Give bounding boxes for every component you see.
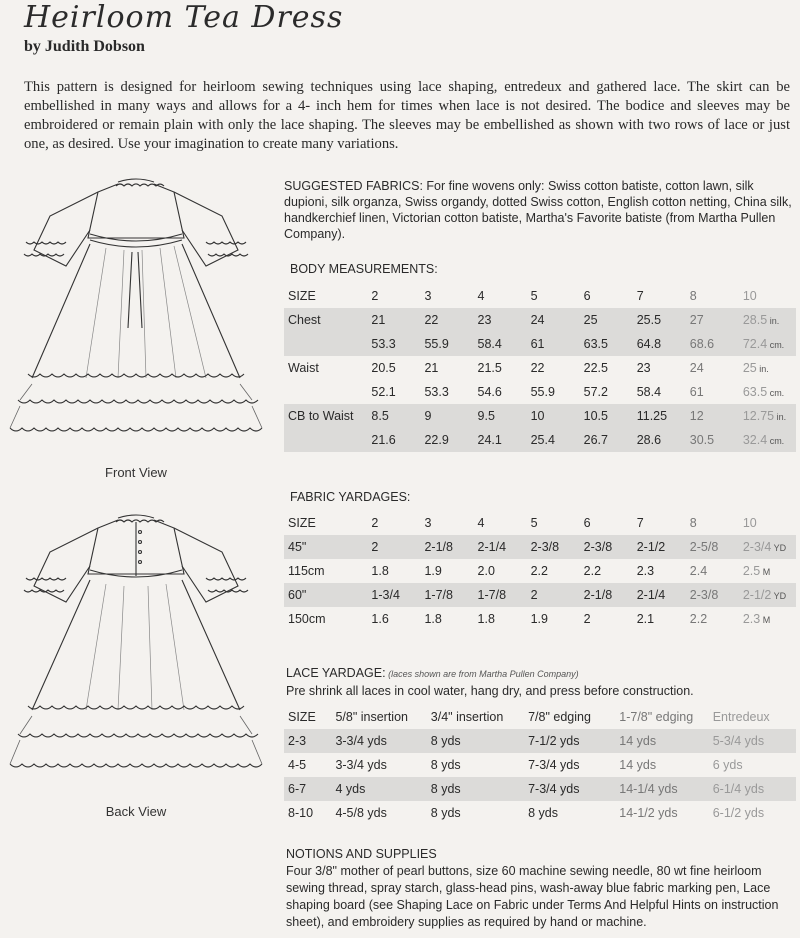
lace-yardage-cell: 8-10 <box>288 806 314 820</box>
page-title: Heirloom Tea Dress <box>24 0 344 35</box>
fabric-yardage-row-label: SIZE <box>288 516 316 530</box>
body-measurement-unit: in. <box>756 364 769 374</box>
body-measurement-row <box>284 356 796 380</box>
lace-yardage-cell: 7-3/4 yds <box>528 758 580 772</box>
lace-yardage-cell: 4 yds <box>335 777 430 801</box>
fabric-yardage-cell: 2.2 <box>689 612 708 626</box>
body-measurement-cell: 22.5 <box>583 361 608 375</box>
fabric-yardage-cell: 6 <box>583 516 591 530</box>
body-measurement-cell: 7 <box>636 289 644 303</box>
lace-yardage-row <box>284 777 796 801</box>
body-measurement-cell: 24 <box>689 361 704 375</box>
fabric-yardage-cell: 7 <box>636 516 644 530</box>
lace-yardage-cell: SIZE <box>288 710 316 724</box>
lace-yardage-row <box>284 729 796 753</box>
lace-yardage-cell: 14-1/2 yds <box>619 806 678 820</box>
fabric-yardage-cell: 2-1/4 <box>637 583 690 607</box>
lace-yardage-note: (laces shown are from Martha Pullen Company) <box>385 669 579 679</box>
lace-yardage-cell: 3-3/4 yds <box>335 729 430 753</box>
back-view-figure <box>6 512 266 819</box>
body-measurement-cell: 54.6 <box>477 385 502 399</box>
body-measurement-row <box>284 284 796 308</box>
fabric-yardage-row <box>284 607 796 631</box>
fabric-yardages-table <box>284 511 796 631</box>
lace-yardage-cell: 7-3/4 yds <box>528 777 619 801</box>
fabric-yardage-unit: YD <box>771 543 787 553</box>
lace-yardage-cell: 8 yds <box>528 806 558 820</box>
lace-yardage-cell: 1-7/8" edging <box>619 710 694 724</box>
fabric-yardage-cell: 1.8 <box>371 564 389 578</box>
body-measurement-cell: 25 <box>584 308 637 332</box>
body-measurement-cell: 12.75 in. <box>743 404 796 428</box>
lace-yardage-cell: 2-3 <box>284 729 335 753</box>
fabrics-text: For fine wovens only: Swiss cotton batiste, cotton lawn, silk dupioni, silk organza, Swiss organdy, dotted Swiss cotton, English cotton netting, China silk, handkerchief linen, Victorian cotton batiste, Martha's Favorite batiste (from Martha Pullen Company). <box>284 179 792 241</box>
body-measurement-cell: 32.4 cm. <box>743 428 796 452</box>
back-view-label: Back View <box>105 804 167 819</box>
body-measurement-cell: 23 <box>636 361 651 375</box>
body-measurement-cell: 57.2 <box>583 385 608 399</box>
body-measurement-cell: 10 <box>531 404 584 428</box>
fabric-yardage-cell: 2.4 <box>689 564 708 578</box>
body-measurement-cell: 4 <box>477 289 485 303</box>
fabric-yardage-unit: YD <box>771 591 787 601</box>
body-measurement-row <box>284 380 796 404</box>
body-measurement-cell: 24 <box>531 308 584 332</box>
body-measurement-row-label: SIZE <box>288 289 316 303</box>
fabric-yardage-cell: 3 <box>424 516 432 530</box>
lace-yardage-cell: 8 yds <box>430 806 461 820</box>
fabric-yardage-cell: 2-5/8 <box>690 535 743 559</box>
lace-yardage-cell: 5/8" insertion <box>335 710 408 724</box>
body-measurement-cell: 63.5 <box>584 332 637 356</box>
fabric-yardage-cell: 5 <box>530 516 538 530</box>
fabric-yardage-cell: 2-1/8 <box>424 535 477 559</box>
body-measurement-cell: 8.5 <box>371 404 424 428</box>
fabric-yardage-row-label: 115cm <box>288 564 325 578</box>
intro-paragraph: This pattern is designed for heirloom sewing techniques using lace shaping, entredeux and gathered lace. The skirt can be embellished in many ways and allows for a 4- inch hem for times when lace is not desired. The bodice and sleeves may be embroidered or remain plain with only the lace shaping. The sleeves may be embellished as shown with two rows of lace or just one, as desired. Use your imagination to create many variations. <box>24 79 790 152</box>
lace-yardage-cell: 8 yds <box>431 777 528 801</box>
fabric-yardages-heading: FABRIC YARDAGES: <box>290 490 411 504</box>
lace-yardage-cell: 6-1/2 yds <box>712 806 765 820</box>
fabric-yardage-cell: 2-1/8 <box>584 583 637 607</box>
body-measurement-cell: 5 <box>530 289 538 303</box>
body-measurement-row-label <box>284 428 371 452</box>
body-measurement-cell: 8 <box>689 289 697 303</box>
fabric-yardage-cell: 2-3/8 <box>584 535 637 559</box>
fabric-yardage-unit: M <box>760 615 771 625</box>
body-measurement-cell: 22.9 <box>424 428 477 452</box>
lace-yardage-cell: 6-1/4 yds <box>713 777 796 801</box>
body-measurement-row <box>284 428 796 452</box>
fabric-yardage-cell: 2 <box>583 612 591 626</box>
body-measurement-cell: 24.1 <box>478 428 531 452</box>
lace-yardage-heading: LACE YARDAGE: <box>286 666 386 680</box>
body-measurement-cell: 26.7 <box>584 428 637 452</box>
body-measurement-cell: 3 <box>424 289 432 303</box>
fabric-yardage-cell: 8 <box>689 516 697 530</box>
fabric-yardage-cell: 2 <box>531 583 584 607</box>
fabric-yardage-cell: 1-7/8 <box>424 583 477 607</box>
body-measurement-cell: 21 <box>371 308 424 332</box>
lace-yardage-cell: 5-3/4 yds <box>713 729 796 753</box>
fabric-yardage-row-label: 60" <box>284 583 371 607</box>
fabric-yardage-cell: 2.3 M <box>742 612 771 626</box>
body-measurement-cell: 22 <box>530 361 545 375</box>
fabric-yardage-unit: M <box>760 567 771 577</box>
fabric-yardage-cell: 1.8 <box>424 612 442 626</box>
body-measurement-cell: 12 <box>690 404 743 428</box>
body-measurement-cell: 52.1 <box>371 385 396 399</box>
body-measurement-cell: 25 in. <box>742 361 769 375</box>
body-measurement-cell: 6 <box>583 289 591 303</box>
fabric-yardage-cell: 10 <box>742 516 757 530</box>
front-view-dress-illustration <box>6 178 266 463</box>
fabric-yardage-row <box>284 583 796 607</box>
body-measurement-cell: 22 <box>424 308 477 332</box>
fabric-yardage-cell: 1-7/8 <box>478 583 531 607</box>
body-measurement-cell: 21.5 <box>477 361 502 375</box>
notions-section <box>286 846 796 931</box>
fabric-yardage-cell: 2-1/2 YD <box>743 583 796 607</box>
body-measurement-unit: cm. <box>767 388 785 398</box>
body-measurement-cell: 58.4 <box>636 385 662 399</box>
body-measurements-heading: BODY MEASUREMENTS: <box>290 262 438 276</box>
body-measurement-cell: 68.6 <box>690 332 743 356</box>
body-measurement-cell: 61 <box>689 385 704 399</box>
notions-text: Four 3/8" mother of pearl buttons, size 60 machine sewing needle, 80 wt fine heirloom sewing thread, spray starch, glass-head pins, wash-away blue fabric marking pen, Lace shaping board (see Shaping Lace on Fabric under Terms And Helpful Hints on instruction sheet), and embroidery supplies as required by hand or machine. <box>286 864 779 929</box>
fabric-yardage-row <box>284 559 796 583</box>
fabric-yardage-cell: 2.3 <box>636 564 655 578</box>
front-view-label: Front View <box>105 465 167 480</box>
body-measurement-row-label <box>284 380 371 404</box>
fabric-yardage-cell: 2 <box>371 535 424 559</box>
lace-yardage-cell: 4-5 <box>288 758 307 772</box>
lace-preshrink-note: Pre shrink all laces in cool water, hang dry, and press before construction. <box>286 684 694 698</box>
body-measurement-row <box>284 308 796 332</box>
body-measurement-cell: 55.9 <box>424 332 477 356</box>
body-measurement-cell: 10.5 <box>584 404 637 428</box>
lace-yardage-row <box>284 705 796 729</box>
body-measurement-cell: 64.8 <box>637 332 690 356</box>
body-measurement-cell: 20.5 <box>371 361 396 375</box>
suggested-fabrics <box>284 178 796 242</box>
lace-yardage-cell: Entredeux <box>712 710 770 724</box>
fabric-yardage-cell: 1.9 <box>530 612 548 626</box>
body-measurement-cell: 9 <box>424 404 477 428</box>
fabric-yardage-row-label: 45" <box>284 535 371 559</box>
body-measurement-row <box>284 332 796 356</box>
body-measurement-cell: 28.6 <box>637 428 690 452</box>
body-measurement-cell: 27 <box>690 308 743 332</box>
lace-yardage-cell: 14 yds <box>619 729 712 753</box>
lace-yardage-table <box>284 705 796 825</box>
fabric-yardage-cell: 2.2 <box>583 564 602 578</box>
fabric-yardage-cell: 2 <box>371 516 379 530</box>
body-measurement-unit: cm. <box>767 340 785 350</box>
body-measurement-cell: 58.4 <box>478 332 531 356</box>
lace-yardage-cell: 8 yds <box>431 729 528 753</box>
body-measurement-unit: in. <box>767 316 780 326</box>
body-measurement-cell: 28.5 in. <box>743 308 796 332</box>
lace-yardage-cell: 4-5/8 yds <box>335 806 387 820</box>
fabric-yardage-cell: 2.5 M <box>742 564 771 578</box>
body-measurement-cell: 23 <box>478 308 531 332</box>
fabric-yardage-cell: 1.6 <box>371 612 389 626</box>
body-measurement-cell: 63.5 cm. <box>742 385 785 399</box>
body-measurement-cell: 53.3 <box>424 385 449 399</box>
front-view-figure <box>6 178 266 480</box>
body-measurement-row-label: CB to Waist <box>284 404 371 428</box>
body-measurement-cell: 10 <box>742 289 757 303</box>
body-measurement-cell: 11.25 <box>637 404 690 428</box>
fabric-yardage-cell: 4 <box>477 516 485 530</box>
body-measurement-cell: 25.5 <box>637 308 690 332</box>
lace-yardage-cell: 3-3/4 yds <box>335 758 387 772</box>
body-measurement-row-label: Waist <box>288 361 319 375</box>
fabric-yardage-cell: 2.2 <box>530 564 548 578</box>
lace-yardage-cell: 6 yds <box>712 758 743 772</box>
body-measurement-cell: 25.4 <box>531 428 584 452</box>
lace-yardage-cell: 14-1/4 yds <box>619 777 712 801</box>
body-measurement-cell: 55.9 <box>530 385 555 399</box>
fabric-yardage-cell: 2.0 <box>477 564 495 578</box>
body-measurement-cell: 30.5 <box>690 428 743 452</box>
notions-heading: NOTIONS AND SUPPLIES <box>286 847 437 861</box>
body-measurement-cell: 53.3 <box>371 332 424 356</box>
lace-yardage-row <box>284 753 796 777</box>
fabric-yardage-row <box>284 535 796 559</box>
body-measurements-table <box>284 284 796 452</box>
fabric-yardage-cell: 2-1/4 <box>478 535 531 559</box>
lace-yardage-heading-line <box>286 666 579 680</box>
body-measurement-cell: 2 <box>371 289 379 303</box>
fabric-yardage-cell: 1.9 <box>424 564 442 578</box>
fabrics-heading: SUGGESTED FABRICS: <box>284 179 423 193</box>
fabric-yardage-row-label: 150cm <box>288 612 326 626</box>
body-measurement-row-label: Chest <box>284 308 371 332</box>
body-measurement-cell: 61 <box>531 332 584 356</box>
author-byline: by Judith Dobson <box>24 38 145 55</box>
body-measurement-cell: 21 <box>424 361 439 375</box>
body-measurement-unit: cm. <box>767 436 785 446</box>
fabric-yardage-cell: 2-3/8 <box>531 535 584 559</box>
lace-yardage-cell: 8 yds <box>430 758 461 772</box>
body-measurement-cell: 72.4 cm. <box>743 332 796 356</box>
fabric-yardage-cell: 1-3/4 <box>371 583 424 607</box>
fabric-yardage-cell: 2-3/8 <box>690 583 743 607</box>
back-view-dress-illustration <box>6 512 266 802</box>
lace-yardage-cell: 14 yds <box>619 758 657 772</box>
fabric-yardage-row <box>284 511 796 535</box>
body-measurement-cell: 9.5 <box>478 404 531 428</box>
fabric-yardage-cell: 1.8 <box>477 612 495 626</box>
body-measurement-row <box>284 404 796 428</box>
lace-yardage-cell: 7-1/2 yds <box>528 729 619 753</box>
body-measurement-row-label <box>284 332 371 356</box>
body-measurement-cell: 21.6 <box>371 428 424 452</box>
lace-yardage-row <box>284 801 796 825</box>
fabric-yardage-cell: 2.1 <box>636 612 655 626</box>
fabric-yardage-cell: 2-1/2 <box>637 535 690 559</box>
fabric-yardage-cell: 2-3/4 YD <box>743 535 796 559</box>
lace-yardage-cell: 7/8" edging <box>528 710 591 724</box>
body-measurement-unit: in. <box>774 412 787 422</box>
lace-yardage-cell: 3/4" insertion <box>430 710 504 724</box>
lace-yardage-cell: 6-7 <box>284 777 335 801</box>
